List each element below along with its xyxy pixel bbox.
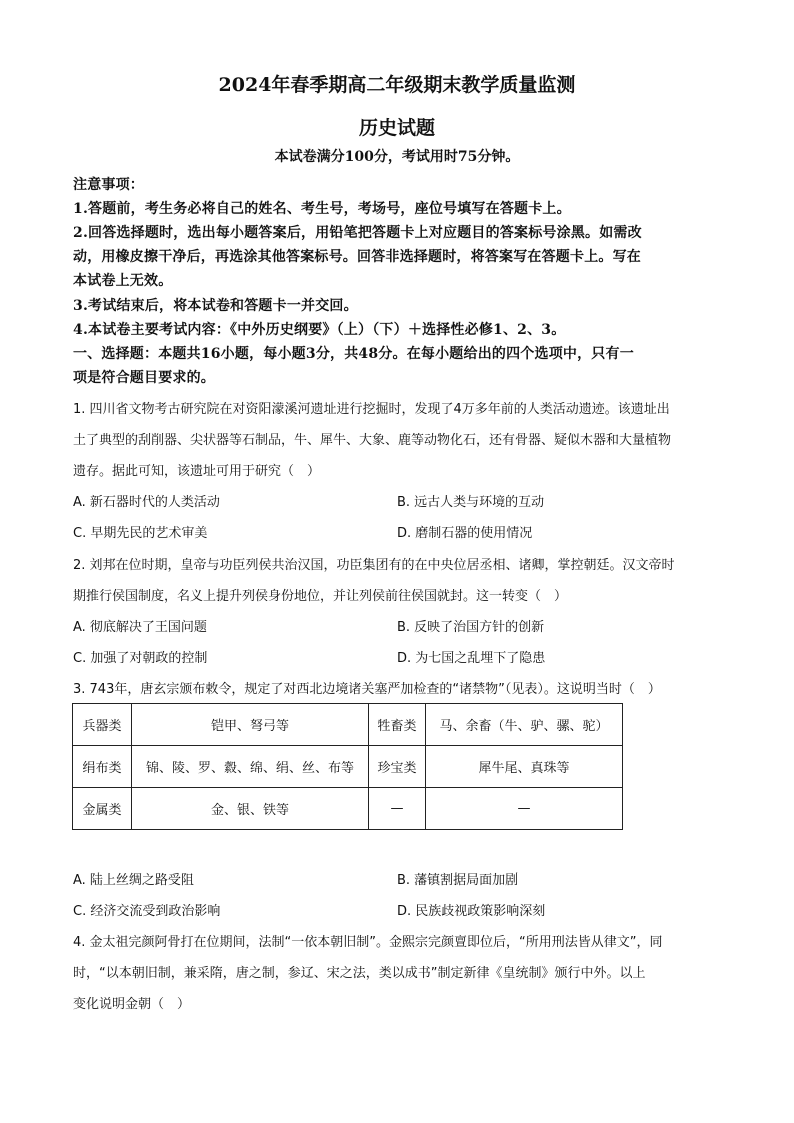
table-cell: 绢布类 (73, 746, 132, 788)
question-3-option-d: D. 民族歧视政策影响深刻 (397, 904, 546, 919)
notice-line: 动，用橡皮擦干净后，再选涂其他答案标号。回答非选择题时，将答案写在答题卡上。写在 (73, 249, 641, 265)
subject-title: 历史试题 (358, 117, 435, 139)
notice-line: 本试卷上无效。 (73, 273, 173, 289)
question-3-option-b: B. 藩镇割据局面加剧 (397, 873, 519, 888)
question-2-text: 期推行侯国制度，名义上提升列侯身份地位，并让列侯前往侯国就封。这一转变（ ） (73, 589, 568, 604)
table-cell: — (426, 788, 623, 830)
table-cell: 珍宝类 (369, 746, 426, 788)
exam-title: 2024年春季期高二年级期末教学质量监测 (218, 74, 576, 96)
exam-info: 本试卷满分100分，考试用时75分钟。 (274, 149, 520, 165)
question-2-option-d: D. 为七国之乱埋下了隐患 (397, 651, 546, 666)
section-heading-cont: 项是符合题目要求的。 (73, 370, 215, 386)
question-1-text: 遗存。据此可知，该遗址可用于研究（ ） (73, 464, 321, 479)
question-3-text: 3. 743年，唐玄宗颁布敕令，规定了对西北边境诸关塞严加检查的“诸禁物”（见表）。这说明当时（ ） (73, 682, 661, 697)
table-cell: 兵器类 (73, 704, 132, 746)
table-cell: — (369, 788, 426, 830)
table-cell: 铠甲、弩弓等 (132, 704, 369, 746)
table-cell: 金属类 (73, 788, 132, 830)
table-cell: 牲畜类 (369, 704, 426, 746)
notice-line: 3.考试结束后，将本试卷和答题卡一并交回。 (73, 298, 358, 314)
question-1-option-b: B. 远古人类与环境的互动 (397, 495, 545, 510)
question-1-text: 土了典型的刮削器、尖状器等石制品，牛、犀牛、大象、鹿等动物化石，还有骨器、疑似木器和大量植物 (73, 433, 672, 448)
question-4-text: 4. 金太祖完颜阿骨打在位期间，法制“一依本朝旧制”。金熙宗完颜亶即位后，“所用刑法皆从律文”，同 (73, 935, 663, 950)
notice-heading: 注意事项： (73, 177, 144, 193)
prohibited-items-table (72, 703, 623, 830)
table-row (73, 746, 623, 788)
question-2-option-c: C. 加强了对朝政的控制 (73, 651, 208, 666)
question-2-text: 2. 刘邦在位时期，皇帝与功臣列侯共治汉国，功臣集团有的在中央位居丞相、诸卿，掌控朝廷。汉文帝时 (73, 558, 675, 573)
notice-line: 2.回答选择题时，选出每小题答案后，用铅笔把答题卡上对应题目的答案标号涂黑。如需改 (73, 225, 642, 241)
question-4-text: 变化说明金朝（ ） (73, 997, 191, 1012)
section-heading: 一、选择题：本题共16小题，每小题3分，共48分。在每小题给出的四个选项中，只有一 (73, 346, 634, 362)
table-row (73, 788, 623, 830)
question-2-option-b: B. 反映了治国方针的创新 (397, 620, 545, 635)
question-3-option-c: C. 经济交流受到政治影响 (73, 904, 221, 919)
question-1-option-d: D. 磨制石器的使用情况 (397, 526, 533, 541)
table-cell: 犀牛尾、真珠等 (426, 746, 623, 788)
notice-line: 4.本试卷主要考试内容：《中外历史纲要》（上）（下）＋选择性必修1、2、3。 (73, 322, 566, 338)
notice-line: 1.答题前，考生务必将自己的姓名、考生号，考场号，座位号填写在答题卡上。 (73, 201, 571, 217)
table-cell: 锦、陵、罗、縠、绵、绢、丝、布等 (132, 746, 369, 788)
table-cell: 马、余畜（牛、驴、骡、驼） (426, 704, 623, 746)
table-row (73, 704, 623, 746)
question-3-option-a: A. 陆上丝绸之路受阻 (73, 873, 194, 888)
question-1-text: 1. 四川省文物考古研究院在对资阳濛溪河遗址进行挖掘时，发现了4万多年前的人类活动遗迹。该遗址出 (73, 402, 670, 417)
question-2-option-a: A. 彻底解决了王国问题 (73, 620, 207, 635)
question-1-option-a: A. 新石器时代的人类活动 (73, 495, 220, 510)
question-4-text: 时，“以本朝旧制，兼采隋，唐之制，参辽、宋之法，类以成书”制定新律《皇统制》颁行中外。以上 (73, 966, 646, 981)
table-cell: 金、银、铁等 (132, 788, 369, 830)
question-1-option-c: C. 早期先民的艺术审美 (73, 526, 208, 541)
